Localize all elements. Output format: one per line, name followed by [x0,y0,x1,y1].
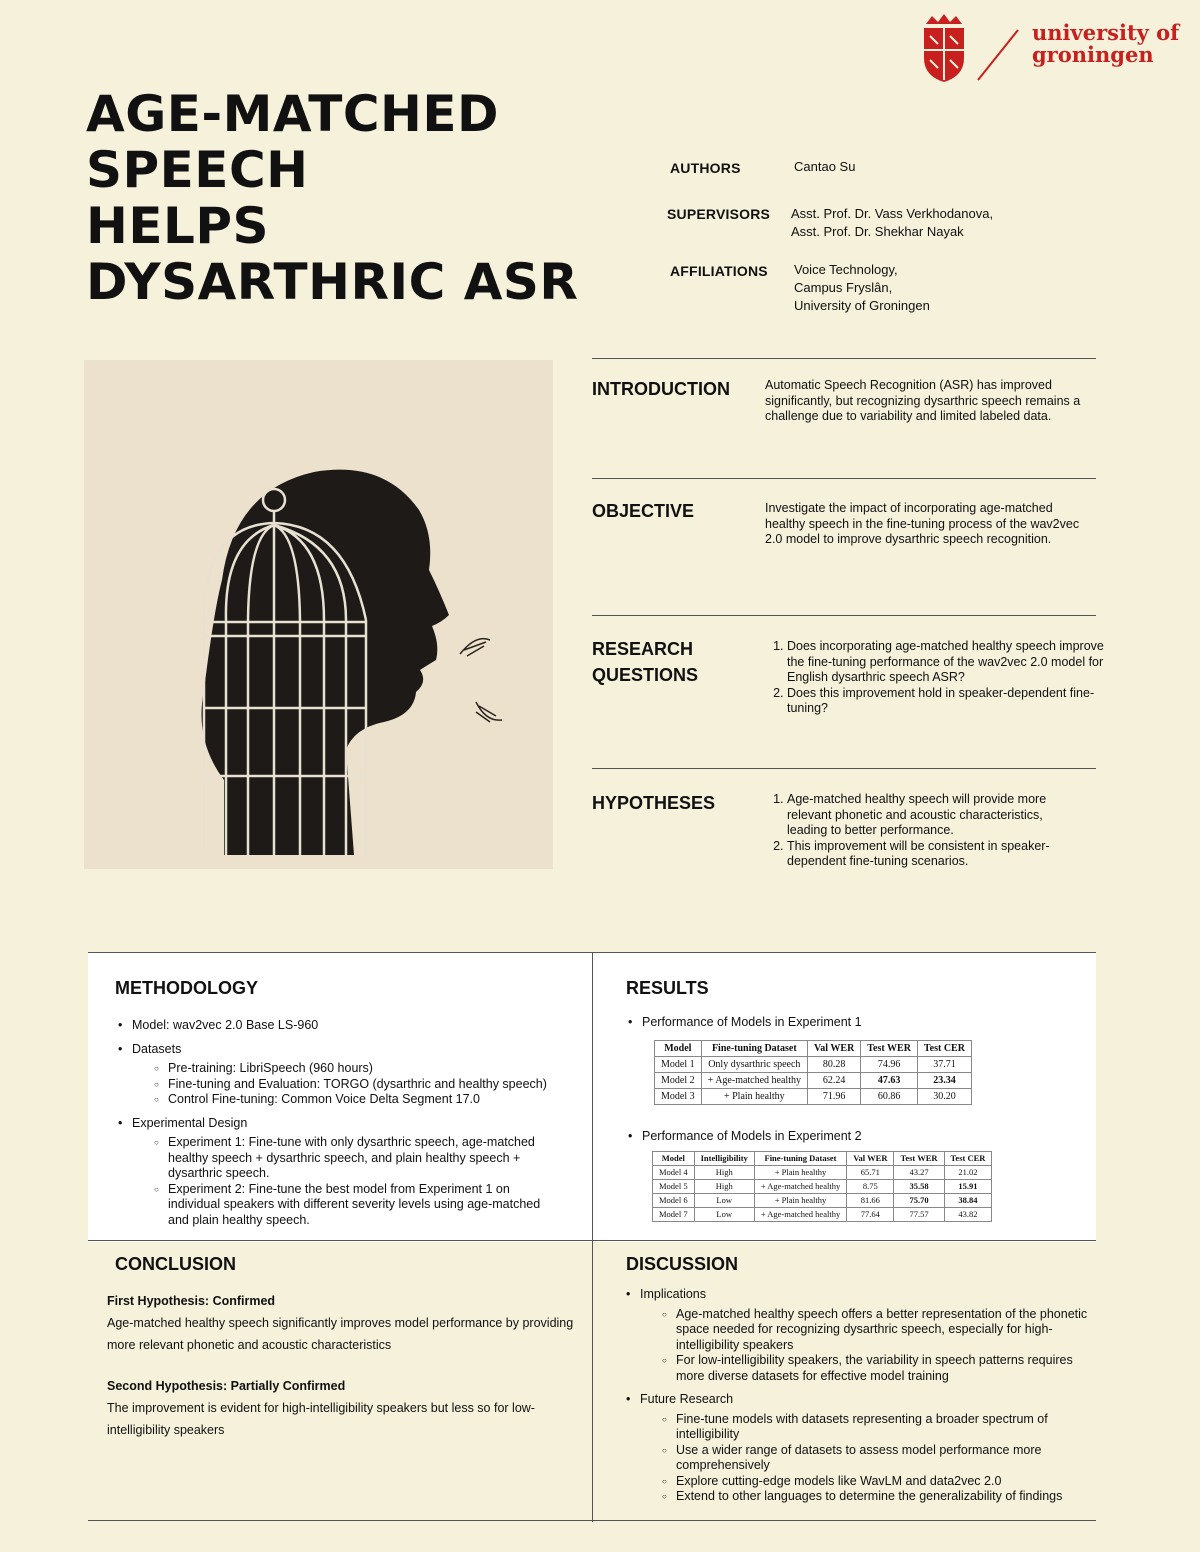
exp2-row [653,1208,992,1222]
vertical-divider [592,952,593,1522]
design-item: ○ Experiment 2: Fine-tune the best model from Experiment 1 on individual speakers with different severity levels using age-matched and plain healthy speech. [154,1182,558,1229]
exp2-cell: High [694,1166,754,1180]
exp1-cell: 71.96 [808,1089,861,1105]
future-item: ○ Use a wider range of datasets to assess model performance more comprehensively [662,1443,1101,1474]
research-questions-title [592,636,698,688]
introduction-title: INTRODUCTION [592,379,730,399]
exp1-caption-text: • Performance of Models in Experiment 1 [628,1015,862,1031]
conclusion-title: CONCLUSION [115,1254,236,1274]
supervisor-1: Asst. Prof. Dr. Vass Verkhodanova, [791,206,994,221]
method-datasets-label: Datasets [132,1041,182,1056]
exp1-caption [628,1015,862,1039]
exp2-caption [628,1129,862,1153]
dataset-item: ○ Fine-tuning and Evaluation: TORGO (dysarthric and healthy speech) [154,1077,558,1093]
method-design-label: Experimental Design [132,1115,248,1130]
method-model: • Model: wav2vec 2.0 Base LS-960 [118,1018,558,1034]
hypothesis-1: 1. Age-matched healthy speech will provide more relevant phonetic and acoustic characteristics, leading to better performance. [787,792,1085,839]
exp1-cell: 30.20 [917,1089,971,1105]
exp1-cell: 37.71 [917,1057,971,1073]
research-question-1: 1. Does incorporating age-matched healthy speech improve the fine-tuning performance of the wav2vec 2.0 model for English dysarthric speech ASR? [787,639,1110,686]
discussion-list [626,1287,1101,1513]
conclusion-heading-2: Second Hypothesis: Partially Confirmed [107,1379,346,1393]
exp2-cell: 75.70 [894,1194,944,1208]
exp1-cell: 60.86 [861,1089,918,1105]
exp2-cell: 8.75 [847,1180,894,1194]
exp2-cell: 43.82 [944,1208,992,1222]
coat-of-arms-icon [920,10,1030,85]
exp1-table-body [655,1057,972,1105]
divider-conclusion [88,1240,1096,1241]
exp2-cell: 81.66 [847,1194,894,1208]
implication-item: ○ For low-intelligibility speakers, the variability in speech patterns requires more diverse datasets for effective model training [662,1353,1101,1384]
exp2-header-cell: Fine-tuning Dataset [754,1152,846,1166]
poster-title [86,86,646,310]
affiliations-label: AFFILIATIONS [670,263,768,279]
exp2-header-cell: Intelligibility [694,1152,754,1166]
divider-hypotheses [592,768,1096,769]
exp2-cell: Model 5 [653,1180,695,1194]
logo-line-1: university of [1032,20,1180,45]
title-line-1: AGE-MATCHED [86,85,500,143]
exp1-header-cell: Val WER [808,1041,861,1057]
conclusion-heading-1: First Hypothesis: Confirmed [107,1294,276,1308]
authors-label: AUTHORS [670,160,741,176]
exp2-cell: 65.71 [847,1166,894,1180]
university-logo [920,10,1180,85]
exp1-cell: + Plain healthy [701,1089,807,1105]
introduction-text: Automatic Speech Recognition (ASR) has improved significantly, but recognizing dysarthric speech remains a challenge due to variability and limited labeled data. [765,378,1081,423]
exp2-cell: + Plain healthy [754,1166,846,1180]
discussion-future [626,1392,1101,1505]
dataset-item: ○ Control Fine-tuning: Common Voice Delta Segment 17.0 [154,1092,558,1108]
exp1-header-cell: Model [655,1041,702,1057]
method-datasets [118,1042,558,1108]
exp2-row [653,1166,992,1180]
exp1-header-cell: Fine-tuning Dataset [701,1041,807,1057]
affiliations-value [794,261,930,315]
research-questions-list [765,639,1110,717]
exp1-cell: Only dysarthric speech [701,1057,807,1073]
supervisors-value [791,205,993,241]
exp2-row [653,1194,992,1208]
exp2-row [653,1180,992,1194]
research-question-2: 2. Does this improvement hold in speaker-dependent fine-tuning? [787,686,1110,717]
exp1-header-cell: Test CER [917,1041,971,1057]
logo-line-2: groningen [1032,42,1154,67]
exp1-cell: Model 3 [655,1089,702,1105]
exp2-cell: Low [694,1208,754,1222]
exp2-cell: 35.58 [894,1180,944,1194]
affiliation-2: Campus Fryslân, [794,280,893,295]
divider-objective [592,478,1096,479]
exp2-table-header [653,1152,992,1166]
exp2-cell: High [694,1180,754,1194]
exp1-cell: Model 1 [655,1057,702,1073]
divider-intro [592,358,1096,359]
conclusion-paragraph-1: Age-matched healthy speech significantly improves model performance by providing more relevant phonetic and acoustic characteristics [107,1316,574,1352]
discussion-implications [626,1287,1101,1384]
objective-text: Investigate the impact of incorporating age-matched healthy speech in the fine-tuning process of the wav2vec 2.0 model to improve dysarthric speech recognition. [765,501,1080,546]
methodology-list [118,1018,558,1236]
exp2-cell: 77.57 [894,1208,944,1222]
exp1-row [655,1073,972,1089]
results-title: RESULTS [626,978,709,998]
exp2-cell: 15.91 [944,1180,992,1194]
future-label: Future Research [640,1392,734,1406]
exp2-header-cell: Val WER [847,1152,894,1166]
exp1-row [655,1057,972,1073]
future-item: ○ Extend to other languages to determine the generalizability of findings [662,1489,1101,1505]
method-design [118,1116,558,1229]
exp2-cell: Low [694,1194,754,1208]
implications-label: Implications [640,1287,706,1301]
exp2-cell: + Age-matched healthy [754,1208,846,1222]
exp1-cell: + Age-matched healthy [701,1073,807,1089]
future-item: ○ Explore cutting-edge models like WavLM and data2vec 2.0 [662,1474,1101,1490]
title-line-2: SPEECH [86,141,309,199]
hypotheses-title: HYPOTHESES [592,793,716,813]
head-cage-illustration [84,360,553,869]
research-title-line-2: QUESTIONS [592,665,699,685]
exp1-header-cell: Test WER [861,1041,918,1057]
exp2-table [652,1151,992,1222]
title-line-3: HELPS [86,197,270,255]
objective-title: OBJECTIVE [592,501,695,521]
methodology-title: METHODOLOGY [115,978,258,998]
discussion-title: DISCUSSION [626,1254,739,1274]
exp2-cell: 38.84 [944,1194,992,1208]
exp2-cell: Model 7 [653,1208,695,1222]
divider-research [592,615,1096,616]
exp1-cell: 62.24 [808,1073,861,1089]
conclusion-paragraph-2: The improvement is evident for high-intelligibility speakers but less so for low-intelligibility speakers [107,1401,535,1437]
implication-item: ○ Age-matched healthy speech offers a better representation of the phonetic space needed for recognizing dysarthric speech, especially for high-intelligibility speakers [662,1307,1101,1354]
dataset-item: ○ Pre-training: LibriSpeech (960 hours) [154,1061,558,1077]
hypothesis-2: 2. This improvement will be consistent in speaker-dependent fine-tuning scenarios. [787,839,1085,870]
exp1-cell: 74.96 [861,1057,918,1073]
research-title-line-1: RESEARCH [592,639,694,659]
future-item: ○ Fine-tune models with datasets representing a broader spectrum of intelligibility [662,1412,1101,1443]
exp2-cell: + Age-matched healthy [754,1180,846,1194]
exp2-header-cell: Test CER [944,1152,992,1166]
supervisors-label: SUPERVISORS [667,206,771,222]
exp1-cell: Model 2 [655,1073,702,1089]
exp2-table-body [653,1166,992,1222]
hypotheses-list [765,792,1085,870]
design-item: ○ Experiment 1: Fine-tune with only dysarthric speech, age-matched healthy speech + dysarthric speech, and plain healthy speech + dysarthric speech. [154,1135,558,1182]
exp1-table-header [655,1041,972,1057]
exp2-cell: Model 4 [653,1166,695,1180]
exp2-cell: 21.02 [944,1166,992,1180]
authors-value: Cantao Su [794,159,856,174]
divider-bottom [88,1520,1096,1521]
exp2-caption-text: • Performance of Models in Experiment 2 [628,1129,862,1145]
exp2-header-cell: Model [653,1152,695,1166]
supervisor-2: Asst. Prof. Dr. Shekhar Nayak [791,224,964,239]
exp2-header-cell: Test WER [894,1152,944,1166]
affiliation-3: University of Groningen [794,298,930,313]
exp1-table [654,1040,972,1105]
exp2-cell: 77.64 [847,1208,894,1222]
feathers [460,639,502,722]
exp1-cell: 23.34 [917,1073,971,1089]
exp1-cell: 47.63 [861,1073,918,1089]
affiliation-1: Voice Technology, [794,262,898,277]
exp2-cell: 43.27 [894,1166,944,1180]
exp2-cell: Model 6 [653,1194,695,1208]
exp1-row [655,1089,972,1105]
title-line-4: DYSARTHRIC ASR [86,253,579,311]
exp2-cell: + Plain healthy [754,1194,846,1208]
exp1-cell: 80.28 [808,1057,861,1073]
